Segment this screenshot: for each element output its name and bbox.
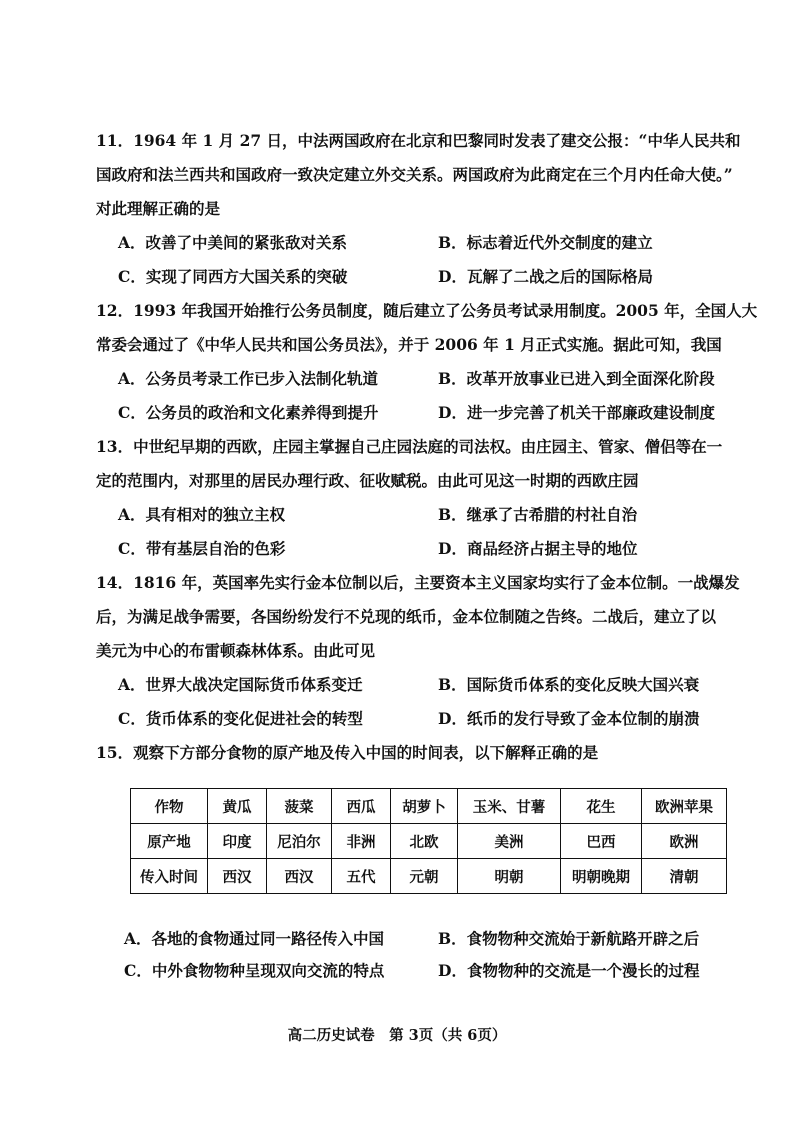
table-cell: 元朝	[391, 859, 458, 894]
table-cell: 西瓜	[332, 789, 391, 824]
question-11-option-b: B．标志着近代外交制度的建立	[438, 233, 653, 252]
table-cell: 欧洲	[642, 824, 727, 859]
question-13-line-1: 13．中世纪早期的西欧，庄园主掌握自己庄园法庭的司法权。由庄园主、管家、僧侣等在一	[96, 437, 723, 456]
table-cell: 原产地	[131, 824, 208, 859]
page-footer: 高二历史试卷 第 3页（共 6页）	[287, 1027, 507, 1044]
question-12-line-1: 12．1993 年我国开始推行公务员制度，随后建立了公务员考试录用制度。2005 年，全国人大	[96, 301, 758, 320]
question-13-option-b: B．继承了古希腊的村社自治	[438, 505, 638, 524]
table-cell: 胡萝卜	[391, 789, 458, 824]
question-12-option-a: A．公务员考录工作已步入法制化轨道	[118, 369, 379, 388]
question-11-option-a: A．改善了中美间的紧张敌对关系	[118, 233, 348, 252]
table-cell: 非洲	[332, 824, 391, 859]
table-cell: 黄瓜	[208, 789, 267, 824]
table-cell: 作物	[131, 789, 208, 824]
question-15-option-d: D．食物物种的交流是一个漫长的过程	[438, 961, 700, 980]
question-12-line-2: 常委会通过了《中华人民共和国公务员法》，并于 2006 年 1 月正式实施。据此可知，我国	[96, 335, 722, 354]
table-cell: 明朝晚期	[561, 859, 642, 894]
question-12-option-c: C．公务员的政治和文化素养得到提升	[118, 403, 379, 422]
question-14-line-2: 后，为满足战争需要，各国纷纷发行不兑现的纸币，金本位制随之告终。二战后，建立了以	[96, 607, 717, 626]
question-14-option-d: D．纸币的发行导致了金本位制的崩溃	[438, 709, 700, 728]
question-15-option-b: B．食物物种交流始于新航路开辟之后	[438, 929, 700, 948]
table-cell: 印度	[208, 824, 267, 859]
table-cell: 传入时间	[131, 859, 208, 894]
question-11-option-d: D．瓦解了二战之后的国际格局	[438, 267, 653, 286]
table-row	[131, 824, 727, 859]
question-11-line-3: 对此理解正确的是	[96, 199, 221, 218]
question-11-option-c: C．实现了同西方大国关系的突破	[118, 267, 348, 286]
table-cell: 明朝	[458, 859, 561, 894]
table-cell: 五代	[332, 859, 391, 894]
table-cell: 美洲	[458, 824, 561, 859]
table-cell: 欧洲苹果	[642, 789, 727, 824]
question-15-option-a: A．各地的食物通过同一路径传入中国	[124, 929, 385, 948]
question-13-line-2: 定的范围内，对那里的居民办理行政、征收赋税。由此可见这一时期的西欧庄园	[96, 471, 639, 490]
question-15-line-1: 15．观察下方部分食物的原产地及传入中国的时间表，以下解释正确的是	[96, 743, 599, 762]
question-14-line-3: 美元为中心的布雷顿森林体系。由此可见	[96, 641, 376, 660]
question-14-line-1: 14．1816 年，英国率先实行金本位制以后，主要资本主义国家均实行了金本位制。一战爆发	[96, 573, 740, 592]
question-15-option-c: C．中外食物物种呈现双向交流的特点	[124, 961, 385, 980]
table-cell: 巴西	[561, 824, 642, 859]
table-cell: 尼泊尔	[267, 824, 332, 859]
table-row	[131, 789, 727, 824]
question-11-line-2: 国政府和法兰西共和国政府一致决定建立外交关系。两国政府为此商定在三个月内任命大使。”	[96, 165, 733, 184]
question-12-option-b: B．改革开放事业已进入到全面深化阶段	[438, 369, 715, 388]
question-13-option-a: A．具有相对的独立主权	[118, 505, 286, 524]
question-13-option-d: D．商品经济占据主导的地位	[438, 539, 638, 558]
table-row	[131, 859, 727, 894]
table-cell: 玉米、甘薯	[458, 789, 561, 824]
table-cell: 花生	[561, 789, 642, 824]
table-cell: 清朝	[642, 859, 727, 894]
food-origin-table	[130, 788, 727, 894]
question-12-option-d: D．进一步完善了机关干部廉政建设制度	[438, 403, 715, 422]
question-11-line-1: 11．1964 年 1 月 27 日，中法两国政府在北京和巴黎同时发表了建交公报：“中华人民共和	[96, 131, 741, 150]
question-14-option-a: A．世界大战决定国际货币体系变迁	[118, 675, 363, 694]
question-13-option-c: C．带有基层自治的色彩	[118, 539, 286, 558]
question-14-option-b: B．国际货币体系的变化反映大国兴衰	[438, 675, 700, 694]
table-cell: 北欧	[391, 824, 458, 859]
table-cell: 西汉	[267, 859, 332, 894]
table-cell: 菠菜	[267, 789, 332, 824]
table-cell: 西汉	[208, 859, 267, 894]
question-14-option-c: C．货币体系的变化促进社会的转型	[118, 709, 363, 728]
